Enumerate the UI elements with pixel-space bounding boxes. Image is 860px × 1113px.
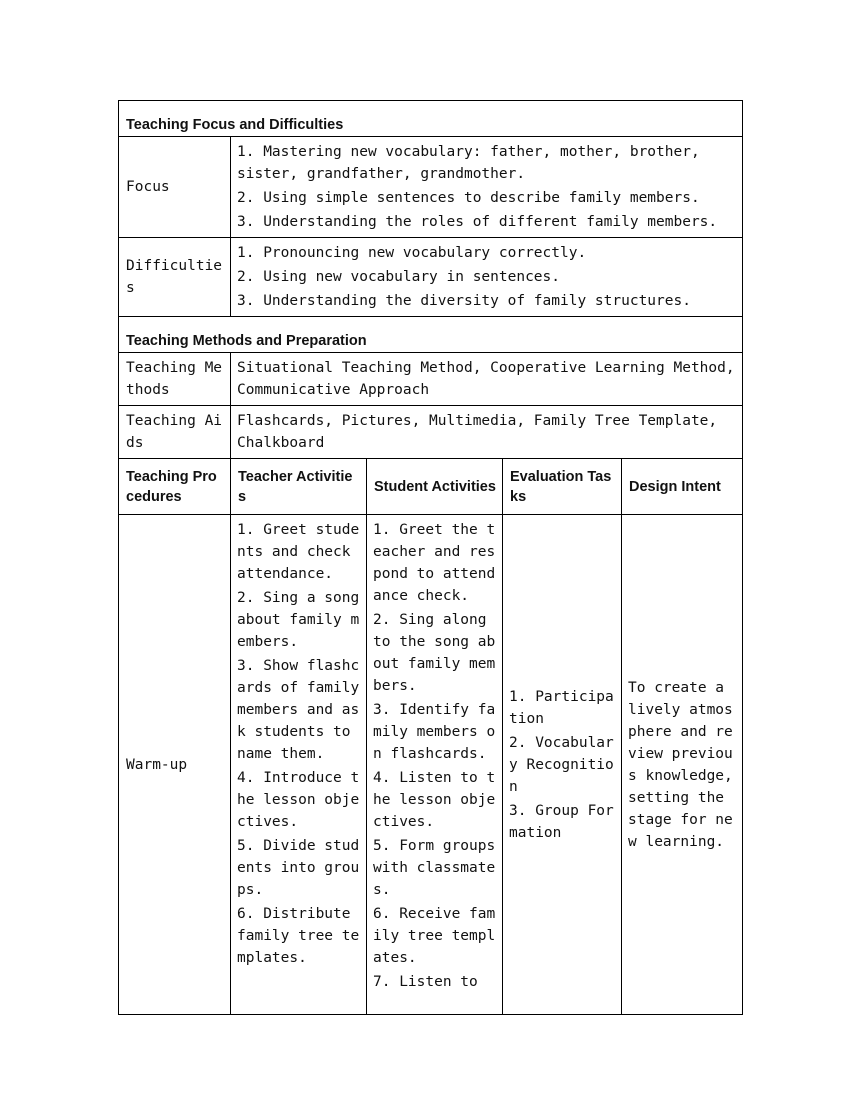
student-activity-item: 1. Greet the teacher and respond to attendance check. (373, 522, 496, 604)
header-teaching-procedures: Teaching Procedures (119, 459, 231, 515)
evaluation-task-item: 3. Group Formation (509, 802, 614, 841)
teaching-methods-value: Situational Teaching Method, Cooperative Learning Method, Communicative Approach (231, 353, 743, 406)
teaching-aids-row (119, 406, 743, 459)
focus-section-title: Teaching Focus and Difficulties (119, 101, 743, 137)
focus-content (231, 137, 743, 238)
methods-section-title: Teaching Methods and Preparation (119, 317, 743, 353)
teaching-aids-value: Flashcards, Pictures, Multimedia, Family Tree Template, Chalkboard (231, 406, 743, 459)
student-activity-item: 3. Identify family members on flashcards. (373, 702, 496, 762)
header-evaluation-tasks: Evaluation Tasks (503, 459, 622, 515)
difficulty-item: 2. Using new vocabulary in sentences. (237, 269, 561, 285)
header-student-activities: Student Activities (367, 459, 503, 515)
student-activity-item: 4. Listen to the lesson objectives. (373, 770, 496, 830)
focus-section-header-row (119, 101, 743, 137)
lesson-plan-table (118, 100, 743, 1015)
focus-item: 1. Mastering new vocabulary: father, mother, brother, sister, grandfather, grandmother. (237, 144, 700, 182)
evaluation-task-item: 2. Vocabulary Recognition (509, 734, 614, 795)
teacher-activity-item: 4. Introduce the lesson objectives. (237, 770, 360, 830)
difficulties-label: Difficulties (119, 238, 231, 317)
warmup-design-intent: To create a lively atmosphere and review previous knowledge, setting the stage for new learning. (622, 515, 743, 1015)
focus-item: 3. Understanding the roles of different family members. (237, 214, 718, 230)
teacher-activity-item: 6. Distribute family tree templates. (237, 906, 360, 966)
difficulties-row (119, 238, 743, 317)
focus-item: 2. Using simple sentences to describe family members. (237, 190, 700, 206)
student-activity-item: 2. Sing along to the song about family members. (373, 612, 496, 694)
teaching-methods-label: Teaching Methods (119, 353, 231, 406)
evaluation-task-item: 1. Participation (509, 688, 614, 727)
difficulties-content (231, 238, 743, 317)
teacher-activity-item: 3. Show flashcards of family members and ask students to name them. (237, 658, 360, 762)
teacher-activity-item: 2. Sing a song about family members. (237, 590, 360, 650)
difficulty-item: 3. Understanding the diversity of family structures. (237, 293, 691, 309)
methods-section-header-row (119, 317, 743, 353)
teacher-activity-item: 1. Greet students and check attendance. (237, 522, 360, 582)
warmup-evaluation-tasks (503, 515, 622, 1015)
warmup-row (119, 515, 743, 1015)
teaching-methods-row (119, 353, 743, 406)
student-activity-item: 7. Listen to (373, 974, 478, 990)
lesson-plan-document (118, 100, 742, 1015)
focus-row (119, 137, 743, 238)
student-activity-item: 6. Receive family tree templates. (373, 906, 496, 966)
teaching-aids-label: Teaching Aids (119, 406, 231, 459)
procedures-header-row (119, 459, 743, 515)
warmup-student-activities (367, 515, 503, 1015)
teacher-activity-item: 5. Divide students into groups. (237, 838, 360, 898)
header-design-intent: Design Intent (622, 459, 743, 515)
header-teacher-activities: Teacher Activities (231, 459, 367, 515)
warmup-teacher-activities (231, 515, 367, 1015)
student-activity-item: 5. Form groups with classmates. (373, 838, 496, 898)
difficulty-item: 1. Pronouncing new vocabulary correctly. (237, 245, 587, 261)
warmup-stage-label: Warm-up (119, 515, 231, 1015)
focus-label: Focus (119, 137, 231, 238)
